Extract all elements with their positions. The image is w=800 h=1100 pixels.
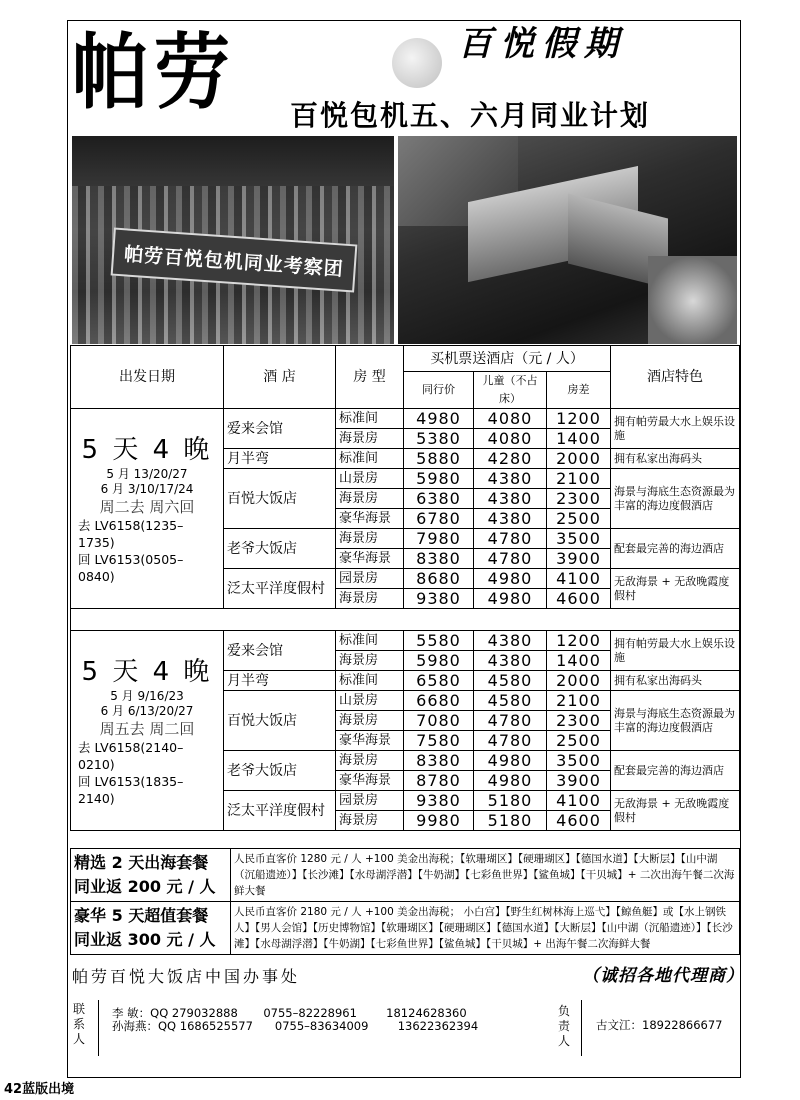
- hotel-feature: 海景与海底生态资源最为丰富的海边度假酒店: [611, 691, 740, 751]
- package-table: [70, 848, 740, 955]
- peer-price: 4980: [404, 409, 474, 429]
- departure-dates-may: 5 月 9/16/23: [110, 688, 184, 703]
- package-row: [71, 902, 740, 955]
- child-price: 4780: [474, 529, 547, 549]
- divider: [581, 1000, 582, 1056]
- hotel-name: 月半弯: [224, 671, 336, 691]
- child-price: 4980: [474, 589, 547, 609]
- room-difference: 1200: [547, 409, 611, 429]
- peer-price: 5880: [404, 449, 474, 469]
- brand-logo-text: 帕劳: [72, 24, 236, 121]
- room-type: 海景房: [336, 589, 404, 609]
- package-rebate-line: 同业返 200 元 / 人: [74, 877, 216, 896]
- room-type: 海景房: [336, 751, 404, 771]
- column-header: 酒店特色: [611, 346, 740, 409]
- room-type: 海景房: [336, 811, 404, 831]
- hotel-name: 百悦大饭店: [224, 691, 336, 751]
- room-type: 豪华海景: [336, 731, 404, 751]
- room-difference: 2500: [547, 509, 611, 529]
- photo-banner: 帕劳百悦包机同业考察团: [111, 228, 358, 293]
- peer-price: 5580: [404, 631, 474, 651]
- moon-decoration: [392, 38, 442, 88]
- column-header: 房差: [547, 372, 611, 409]
- contact-name: 孙海燕：QQ 1686525577: [112, 1019, 253, 1033]
- child-price: 4280: [474, 449, 547, 469]
- group-separator: [71, 609, 740, 631]
- package-description: 人民币直客价 1280 元 / 人 +100 美金出海税；【软珊瑚区】【硬珊瑚区】【德国水道】【大断层】【山中湖（沉船遗迹）】【长沙滩】【水母湖浮潜】【牛奶湖】【七彩鱼世界】【鲨鱼城】【干贝城】+ 二次出海午餐二次海鲜大餐: [231, 849, 740, 902]
- table-header-row: [71, 346, 740, 372]
- hotel-feature: 拥有私家出海码头: [611, 449, 740, 469]
- room-type: 标准间: [336, 671, 404, 691]
- hotel-feature: 配套最完善的海边酒店: [611, 529, 740, 569]
- room-type: 豪华海景: [336, 549, 404, 569]
- room-difference: 2300: [547, 489, 611, 509]
- child-price: 4580: [474, 691, 547, 711]
- child-price: 4380: [474, 651, 547, 671]
- room-difference: 3900: [547, 771, 611, 791]
- child-price: 4080: [474, 409, 547, 429]
- package-row: [71, 849, 740, 902]
- child-price: 4080: [474, 429, 547, 449]
- hotel-name: 爱来会馆: [224, 409, 336, 449]
- peer-price: 9380: [404, 589, 474, 609]
- peer-price: 9980: [404, 811, 474, 831]
- table-row: [71, 409, 740, 429]
- column-header: 买机票送酒店（元 / 人）: [404, 346, 611, 372]
- child-price: 4980: [474, 569, 547, 589]
- room-type: 海景房: [336, 651, 404, 671]
- room-difference: 1200: [547, 631, 611, 651]
- peer-price: 6380: [404, 489, 474, 509]
- child-price: 4580: [474, 671, 547, 691]
- hotel-name: 月半弯: [224, 449, 336, 469]
- room-type: 园景房: [336, 569, 404, 589]
- peer-price: 6680: [404, 691, 474, 711]
- peer-price: 8780: [404, 771, 474, 791]
- child-price: 4380: [474, 469, 547, 489]
- room-difference: 2000: [547, 449, 611, 469]
- trip-duration: 5 天 4 晚: [81, 434, 213, 465]
- room-difference: 2500: [547, 731, 611, 751]
- departure-group: [71, 631, 224, 831]
- shore-area: [648, 256, 737, 344]
- room-difference: 2000: [547, 671, 611, 691]
- contact-phone: 0755–82228961: [263, 1006, 357, 1020]
- separator-cell: [71, 609, 740, 631]
- hotel-name: 老爷大饭店: [224, 751, 336, 791]
- room-type: 海景房: [336, 529, 404, 549]
- column-header: 儿童（不占床）: [474, 372, 547, 409]
- room-type: 标准间: [336, 449, 404, 469]
- room-type: 标准间: [336, 409, 404, 429]
- contact-mobile: 13622362394: [397, 1019, 479, 1033]
- page-title: 百悦包机五、六月同业计划: [290, 99, 651, 132]
- room-difference: 4600: [547, 811, 611, 831]
- child-price: 4980: [474, 771, 547, 791]
- column-header: 酒 店: [224, 346, 336, 409]
- tagline: 百悦假期: [458, 24, 626, 64]
- departure-dates-june: 6 月 6/13/20/27: [100, 703, 194, 718]
- room-difference: 3500: [547, 529, 611, 549]
- contact-row: [112, 1006, 467, 1020]
- room-type: 豪华海景: [336, 509, 404, 529]
- outbound-flight: 去 LV6158(2140–0210): [78, 739, 184, 772]
- hotel-name: 老爷大饭店: [224, 529, 336, 569]
- group-photo: [72, 136, 394, 344]
- peer-price: 5980: [404, 651, 474, 671]
- departure-weekdays: 周五去 周二回: [99, 719, 195, 738]
- hotel-feature: 无敌海景 + 无敌晚霞度假村: [611, 791, 740, 831]
- hotel-feature: 拥有帕劳最大水上娱乐设施: [611, 409, 740, 449]
- contact-mobile: 18124628360: [386, 1006, 467, 1020]
- column-header: 房 型: [336, 346, 404, 409]
- peer-price: 6580: [404, 671, 474, 691]
- peer-price: 8680: [404, 569, 474, 589]
- package-name-line: 豪华 5 天超值套餐: [74, 906, 209, 925]
- room-difference: 3900: [547, 549, 611, 569]
- room-type: 海景房: [336, 489, 404, 509]
- contact-label: 联系人: [72, 1002, 85, 1046]
- divider: [98, 1000, 99, 1056]
- room-difference: 4100: [547, 569, 611, 589]
- package-name: [71, 902, 231, 955]
- room-type: 标准间: [336, 631, 404, 651]
- departure-weekdays: 周二去 周六回: [99, 497, 195, 516]
- room-difference: 1400: [547, 651, 611, 671]
- hotel-name: 泛太平洋度假村: [224, 569, 336, 609]
- child-price: 4780: [474, 549, 547, 569]
- peer-price: 9380: [404, 791, 474, 811]
- price-table: [70, 345, 740, 831]
- peer-price: 8380: [404, 751, 474, 771]
- room-difference: 4100: [547, 791, 611, 811]
- peer-price: 7080: [404, 711, 474, 731]
- room-type: 山景房: [336, 691, 404, 711]
- contact-phone: 0755–83634009: [274, 1019, 369, 1033]
- room-type: 海景房: [336, 711, 404, 731]
- departure-group: [71, 409, 224, 609]
- room-type: 海景房: [336, 429, 404, 449]
- return-flight: 回 LV6153(1835–2140): [78, 773, 184, 806]
- room-difference: 2100: [547, 469, 611, 489]
- package-description: 人民币直客价 2180 元 / 人 +100 美金出海税； 小白宫】【野生红树林海上巡弋】【鲸鱼艇】或【水上钢铁人】【男人会馆】【历史博物馆】【软珊瑚区】【硬珊瑚区】【德国水道】【大断层】【山中湖（沉船遗迹）】【长沙滩】【水母湖浮潜】【牛奶湖】【七彩鱼世界】【鲨鱼城】【干贝城】+ 出海午餐二次海鲜大餐: [231, 902, 740, 955]
- page-footer: 42蓝版出境: [4, 1082, 75, 1097]
- responsible-person: 古文江：18922866677: [596, 1018, 723, 1032]
- hotel-feature: 拥有私家出海码头: [611, 671, 740, 691]
- hotel-name: 百悦大饭店: [224, 469, 336, 529]
- room-difference: 1400: [547, 429, 611, 449]
- room-difference: 4600: [547, 589, 611, 609]
- package-name: [71, 849, 231, 902]
- child-price: 4980: [474, 751, 547, 771]
- outbound-flight: 去 LV6158(1235–1735): [78, 517, 184, 550]
- package-name-line: 精选 2 天出海套餐: [74, 853, 209, 872]
- child-price: 5180: [474, 811, 547, 831]
- room-type: 山景房: [336, 469, 404, 489]
- hotel-name: 爱来会馆: [224, 631, 336, 671]
- peer-price: 5380: [404, 429, 474, 449]
- hotel-name: 泛太平洋度假村: [224, 791, 336, 831]
- responsible-label: 负责人: [557, 1004, 570, 1048]
- peer-price: 5980: [404, 469, 474, 489]
- return-flight: 回 LV6153(0505–0840): [78, 551, 184, 584]
- peer-price: 8380: [404, 549, 474, 569]
- child-price: 4780: [474, 731, 547, 751]
- trip-duration: 5 天 4 晚: [81, 656, 213, 687]
- room-difference: 2100: [547, 691, 611, 711]
- child-price: 4380: [474, 489, 547, 509]
- room-difference: 2300: [547, 711, 611, 731]
- child-price: 5180: [474, 791, 547, 811]
- recruit-notice: （诚招各地代理商）: [582, 966, 744, 986]
- child-price: 4780: [474, 711, 547, 731]
- room-type: 园景房: [336, 791, 404, 811]
- room-type: 豪华海景: [336, 771, 404, 791]
- hotel-feature: 拥有帕劳最大水上娱乐设施: [611, 631, 740, 671]
- column-header: 出发日期: [71, 346, 224, 409]
- hotel-feature: 配套最完善的海边酒店: [611, 751, 740, 791]
- departure-dates-june: 6 月 3/10/17/24: [100, 481, 194, 496]
- table-row: [71, 631, 740, 651]
- resort-aerial-photo: [398, 136, 737, 344]
- package-rebate-line: 同业返 300 元 / 人: [74, 930, 216, 949]
- peer-price: 6780: [404, 509, 474, 529]
- office-name: 帕劳百悦大饭店中国办事处: [72, 967, 301, 986]
- child-price: 4380: [474, 631, 547, 651]
- hotel-feature: 海景与海底生态资源最为丰富的海边度假酒店: [611, 469, 740, 529]
- peer-price: 7580: [404, 731, 474, 751]
- room-difference: 3500: [547, 751, 611, 771]
- child-price: 4380: [474, 509, 547, 529]
- departure-dates-may: 5 月 13/20/27: [106, 466, 188, 481]
- column-header: 同行价: [404, 372, 474, 409]
- contact-row: [112, 1019, 478, 1033]
- peer-price: 7980: [404, 529, 474, 549]
- contact-name: 李 敏：QQ 279032888: [112, 1006, 238, 1020]
- hotel-feature: 无敌海景 + 无敌晚霞度假村: [611, 569, 740, 609]
